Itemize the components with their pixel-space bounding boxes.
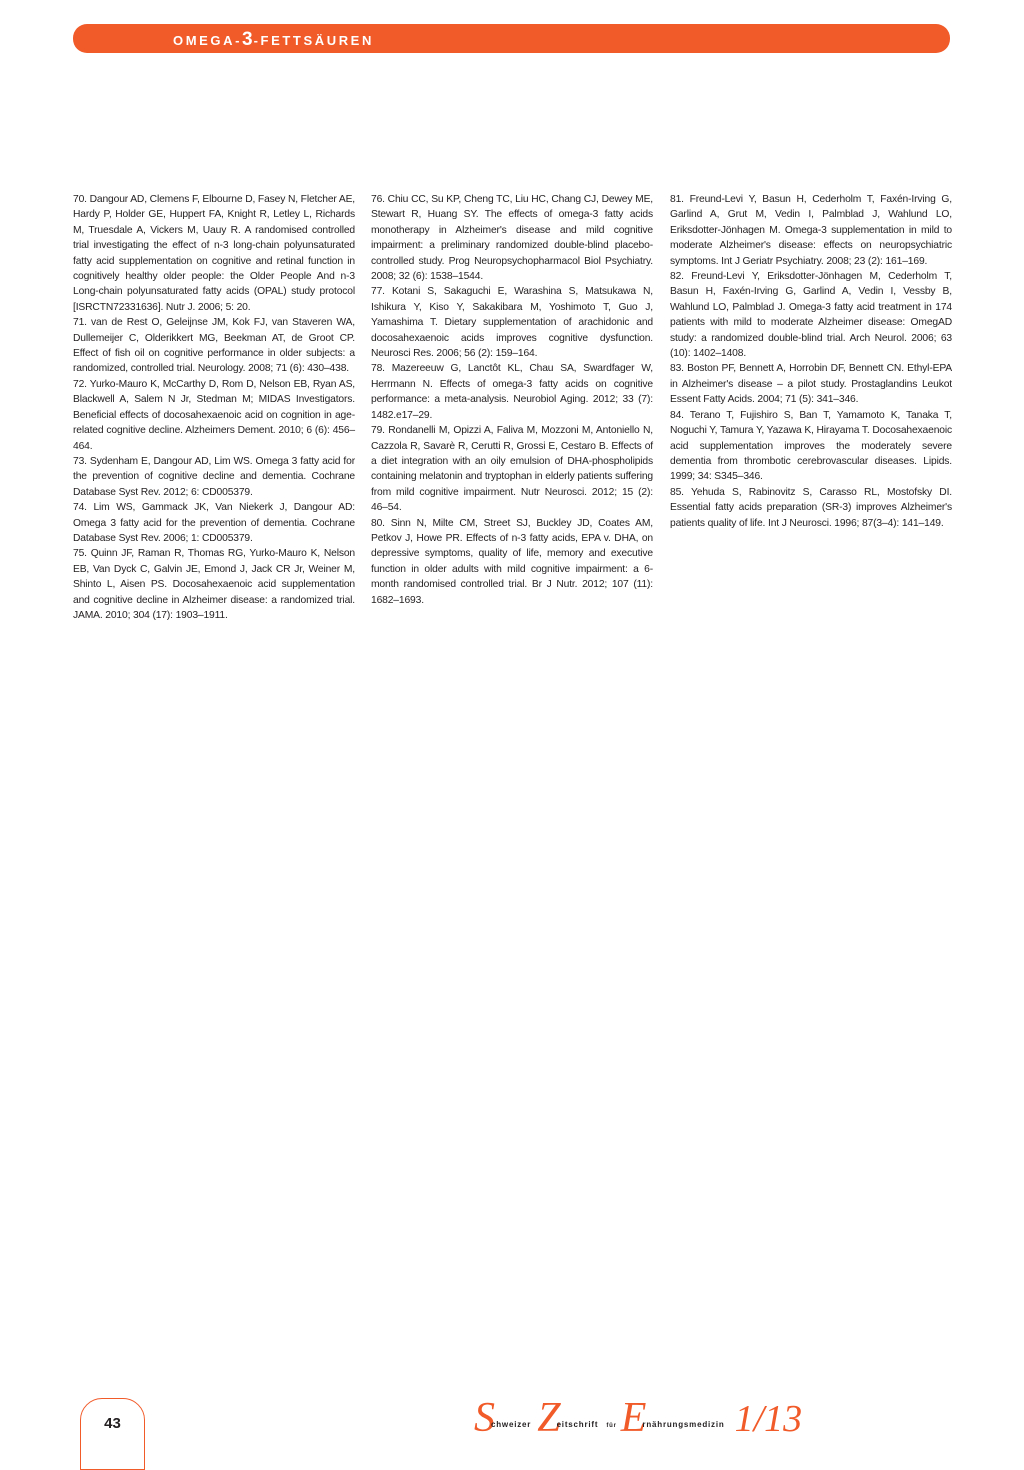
section-header-bar [73, 24, 950, 53]
reference-item: 82. Freund-Levi Y, Eriksdotter-Jönhagen M, Cederholm T, Basun H, Faxén-Irving G, Garlind A, Vedin I, Vessby B, Wahlund LO, Palmblad J. Omega-3 fatty acid treatment in 174 patients with mild to moderate Alzheimer disease: OmegAD study: a randomized double-blind trial. Arch Neurol. 2006; 63 (10): 1402–1408. [670, 271, 952, 360]
reference-item: 75. Quinn JF, Raman R, Thomas RG, Yurko-Mauro K, Nelson EB, Van Dyck C, Galvin JE, Emond J, Jack CR Jr, Weiner M, Shinto L, Aisen PS. Docosahexaenoic acid supplementation and cognitive decline in Alzheimer disease: a randomized trial. JAMA. 2010; 304 (17): 1903–1911. [73, 548, 355, 621]
reference-item: 76. Chiu CC, Su KP, Cheng TC, Liu HC, Chang CJ, Dewey ME, Stewart R, Huang SY. The effects of omega-3 fatty acids monotherapy in Alzheimer's disease and mild cognitive impairment: a preliminary randomized double-blind placebo-controlled study. Prog Neuropsychopharmacol Biol Psychiatry. 2008; 32 (6): 1538–1544. [371, 194, 653, 283]
reference-item: 83. Boston PF, Bennett A, Horrobin DF, Bennett CN. Ethyl-EPA in Alzheimer's disease – a pilot study. Prostaglandins Leukot Essent Fatty Acids. 2004; 71 (5): 341–346. [670, 363, 952, 406]
reference-column-2 [371, 192, 653, 608]
journal-logo [474, 1396, 954, 1440]
journal-word-fuer: für [606, 1423, 617, 1429]
reference-column-3 [670, 192, 952, 531]
page-number: 43 [104, 1415, 121, 1432]
reference-item: 85. Yehuda S, Rabinovitz S, Carasso RL, Mostofsky DI. Essential fatty acids preparation (SR-3) improves Alzheimer's patients quality of life. Int J Neurosci. 1996; 87(3–4): 141–149. [670, 486, 952, 529]
section-title-number: 3 [242, 29, 254, 50]
journal-word-zeitschrift: eitschrift [556, 1420, 599, 1429]
reference-item: 84. Terano T, Fujishiro S, Ban T, Yamamoto K, Tanaka T, Noguchi Y, Tamura Y, Yazawa K, Hirayama T. Docosahexaenoic acid supplementation improves the moderately severe dementia from thrombotic cerebrovascular diseases. Lipids. 1999; 34: S345–346. [670, 409, 952, 483]
reference-column-1 [73, 192, 355, 623]
journal-issue: 1/13 [734, 1398, 803, 1440]
section-title [173, 24, 374, 53]
journal-initial-s: S [474, 1395, 495, 1441]
journal-word-schweizer: chweizer [491, 1420, 532, 1429]
reference-item: 78. Mazereeuw G, Lanctôt KL, Chau SA, Swardfager W, Herrmann N. Effects of omega-3 fatty acids on cognitive performance: a meta-analysis. Neurobiol Aging. 2012; 33 (7): 1482.e17–29. [371, 363, 653, 421]
reference-item: 79. Rondanelli M, Opizzi A, Faliva M, Mozzoni M, Antoniello N, Cazzola R, Savarè R, Cerutti R, Grossi E, Cestaro B. Effects of a diet integration with an oily emulsion of DHA-phospholipids containing melatonin and tryptophan in elderly patients suffering from mild cognitive impairment. Nutr Neurosci. 2012; 15 (2): 46–54. [371, 425, 653, 514]
page-number-tab [80, 1398, 145, 1470]
section-title-pre: OMEGA- [173, 33, 243, 48]
section-title-post: -FETTSÄUREN [253, 33, 374, 48]
reference-item: 74. Lim WS, Gammack JK, Van Niekerk J, Dangour AD: Omega 3 fatty acid for the prevention of dementia. Cochrane Database Syst Rev. 2006; 1: CD005379. [73, 502, 355, 544]
journal-initial-e: E [620, 1395, 647, 1441]
reference-item: 73. Sydenham E, Dangour AD, Lim WS. Omega 3 fatty acid for the prevention of cognitive decline and dementia. Cochrane Database Syst Rev. 2012; 6: CD005379. [73, 455, 355, 498]
journal-word-ernaehrungsmedizin: rnährungsmedizin [642, 1420, 725, 1429]
reference-item: 71. van de Rest O, Geleijnse JM, Kok FJ, van Staveren WA, Dullemeijer C, Olderikkert MG, Beekman AT, de Groot CP. Effect of fish oil on cognitive performance in older subjects: a randomized, controlled trial. Neurology. 2008; 71 (6): 430–438. [73, 317, 355, 375]
reference-item: 77. Kotani S, Sakaguchi E, Warashina S, Matsukawa N, Ishikura Y, Kiso Y, Sakakibara M, Yoshimoto T, Guo J, Yamashima T. Dietary supplementation of arachidonic and docosahexaenoic acids improves cognitive dysfunction. Neurosci Res. 2006; 56 (2): 159–164. [371, 286, 653, 360]
journal-initial-z: Z [537, 1395, 561, 1441]
reference-item: 72. Yurko-Mauro K, McCarthy D, Rom D, Nelson EB, Ryan AS, Blackwell A, Salem N Jr, Stedman M; MIDAS Investigators. Beneficial effects of docosahexaenoic acid on cognition in age-related cognitive decline. Alzheimers Dement. 2010; 6 (6): 456–464. [73, 378, 355, 452]
reference-item: 80. Sinn N, Milte CM, Street SJ, Buckley JD, Coates AM, Petkov J, Howe PR. Effects of n-3 fatty acids, EPA v. DHA, on depressive symptoms, quality of life, memory and executive function in older adults with mild cognitive impairment: a 6-month randomised controlled trial. Br J Nutr. 2012; 107 (11): 1682–1693. [371, 517, 653, 606]
reference-item: 70. Dangour AD, Clemens F, Elbourne D, Fasey N, Fletcher AE, Hardy P, Holder GE, Huppert FA, Knight R, Letley L, Richards M, Truesdale A, Vickers M, Uauy R. A randomised controlled trial investigating the effect of n-3 long-chain polyunsaturated fatty acid supplementation on cognitive and retinal function in cognitively healthy older people: the Older People And n-3 Long-chain polyunsaturated fatty acids (OPAL) study protocol [ISRCTN72331636]. Nutr J. 2006; 5: 20. [73, 194, 355, 313]
reference-item: 81. Freund-Levi Y, Basun H, Cederholm T, Faxén-Irving G, Garlind A, Grut M, Vedin I, Palmblad J, Wahlund LO, Eriksdotter-Jönhagen M. Omega-3 supplementation in mild to moderate Alzheimer's disease: effects on neuropsychiatric symptoms. Int J Geriatr Psychiatry. 2008; 23 (2): 161–169. [670, 194, 952, 267]
